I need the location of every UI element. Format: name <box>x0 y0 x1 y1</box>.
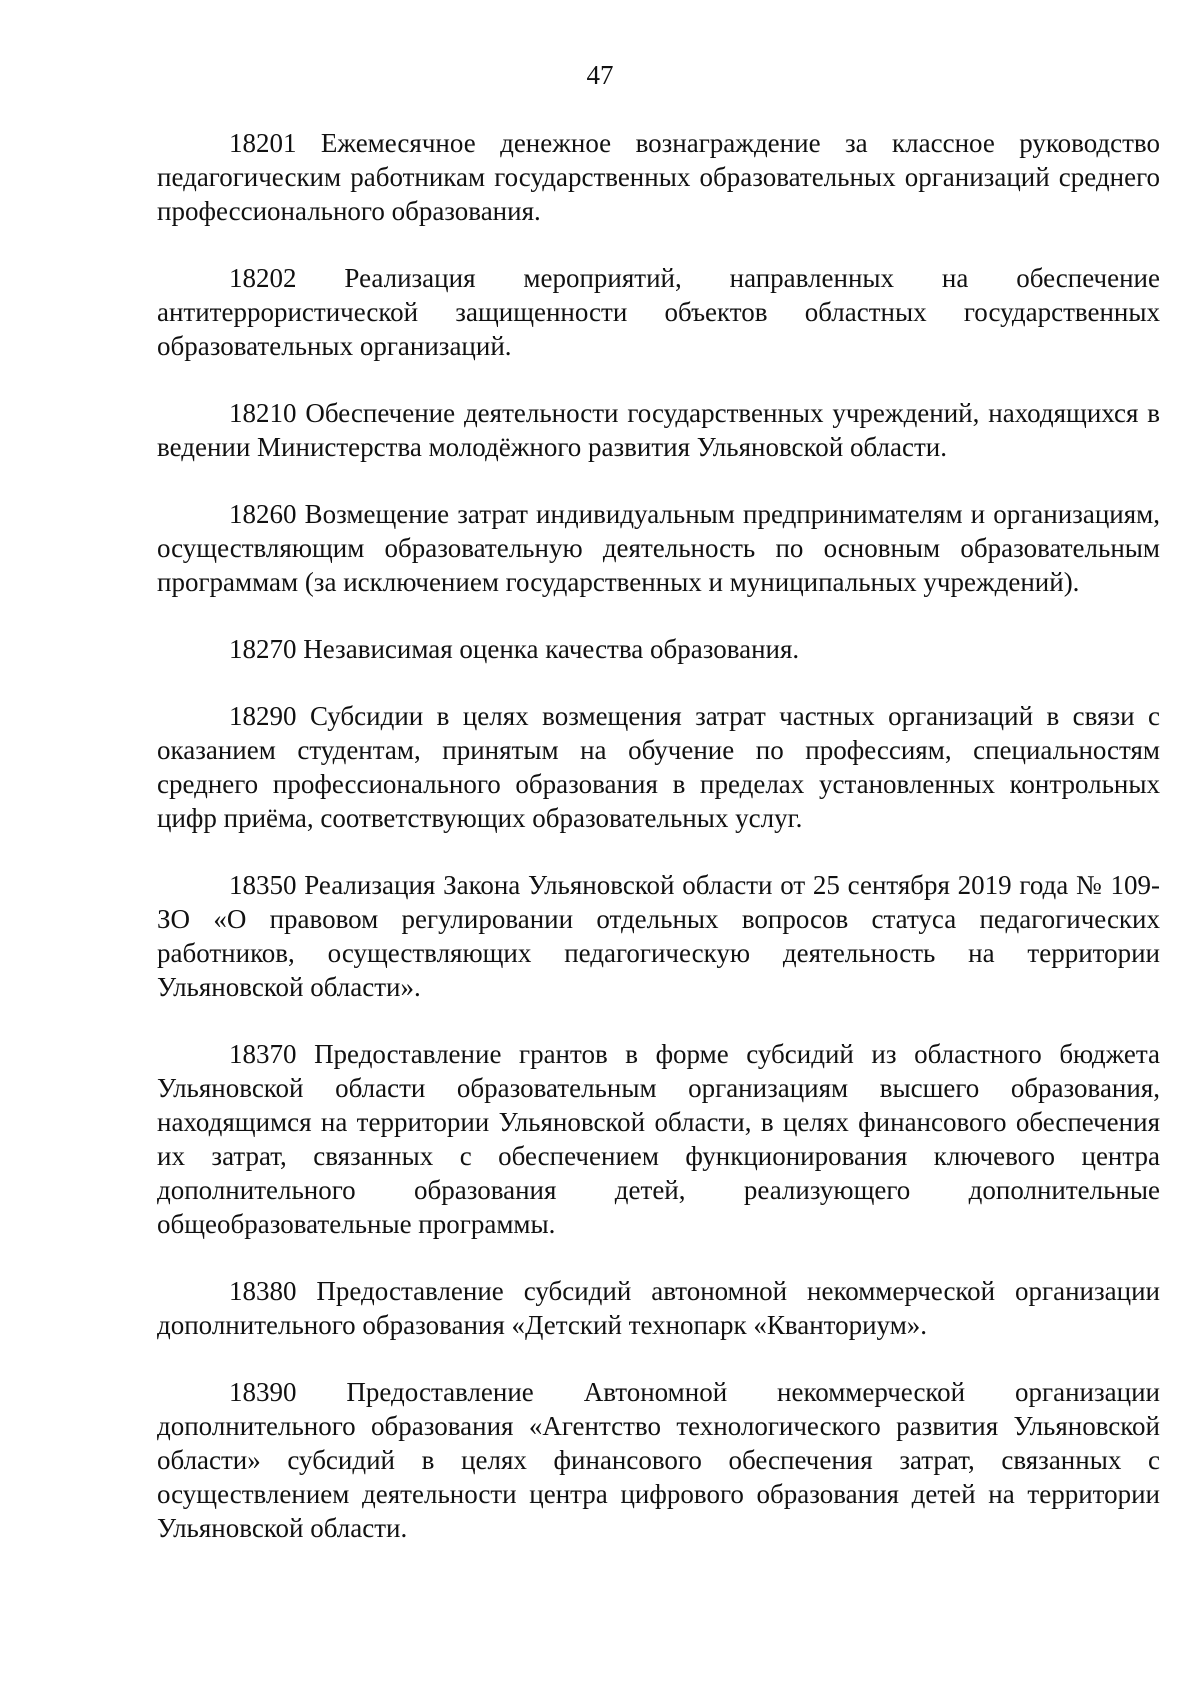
paragraph-18210: 18210 Обеспечение деятельности государственных учреждений, находящихся в ведении Министерства молодёжного развития Ульяновской области. <box>157 398 1160 462</box>
paragraph-18270: 18270 Независимая оценка качества образования. <box>229 634 800 664</box>
page-number: 47 <box>586 60 614 90</box>
paragraph-18201: 18201 Ежемесячное денежное вознаграждение за классное руководство педагогическим работникам государственных образовательных организаций среднего профессионального образования. <box>157 128 1160 226</box>
paragraph-18202: 18202 Реализация мероприятий, направленных на обеспечение антитеррористической защищенности объектов областных государственных образовательных организаций. <box>157 263 1160 361</box>
paragraph-18370: 18370 Предоставление грантов в форме субсидий из областного бюджета Ульяновской области образовательным организациям высшего образования, находящимся на территории Ульяновской области, в целях финансового обеспечения их затрат, связанных с обеспечением функционирования ключевого центра дополнительного образования детей, реализующего дополнительные общеобразовательные программы. <box>157 1039 1160 1239</box>
paragraph-18390: 18390 Предоставление Автономной некоммерческой организации дополнительного образования «Агентство технологического развития Ульяновской области» субсидий в целях финансового обеспечения затрат, связанных с осуществлением деятельности центра цифрового образования детей на территории Ульяновской области. <box>157 1377 1160 1543</box>
document-body <box>157 126 1160 1545</box>
paragraph-18260: 18260 Возмещение затрат индивидуальным предпринимателям и организациям, осуществляющим образовательную деятельность по основным образовательным программам (за исключением государственных и муниципальных учреждений). <box>157 499 1160 597</box>
paragraph-18380: 18380 Предоставление субсидий автономной некоммерческой организации дополнительного образования «Детский технопарк «Кванториум». <box>157 1276 1160 1340</box>
paragraph-18290: 18290 Субсидии в целях возмещения затрат частных организаций в связи с оказанием студентам, принятым на обучение по профессиям, специальностям среднего профессионального образования в пределах установленных контрольных цифр приёма, соответствующих образовательных услуг. <box>157 701 1160 833</box>
paragraph-18350: 18350 Реализация Закона Ульяновской области от 25 сентября 2019 года № 109-ЗО «О правовом регулировании отдельных вопросов статуса педагогических работников, осуществляющих педагогическую деятельность на территории Ульяновской области». <box>157 870 1160 1002</box>
